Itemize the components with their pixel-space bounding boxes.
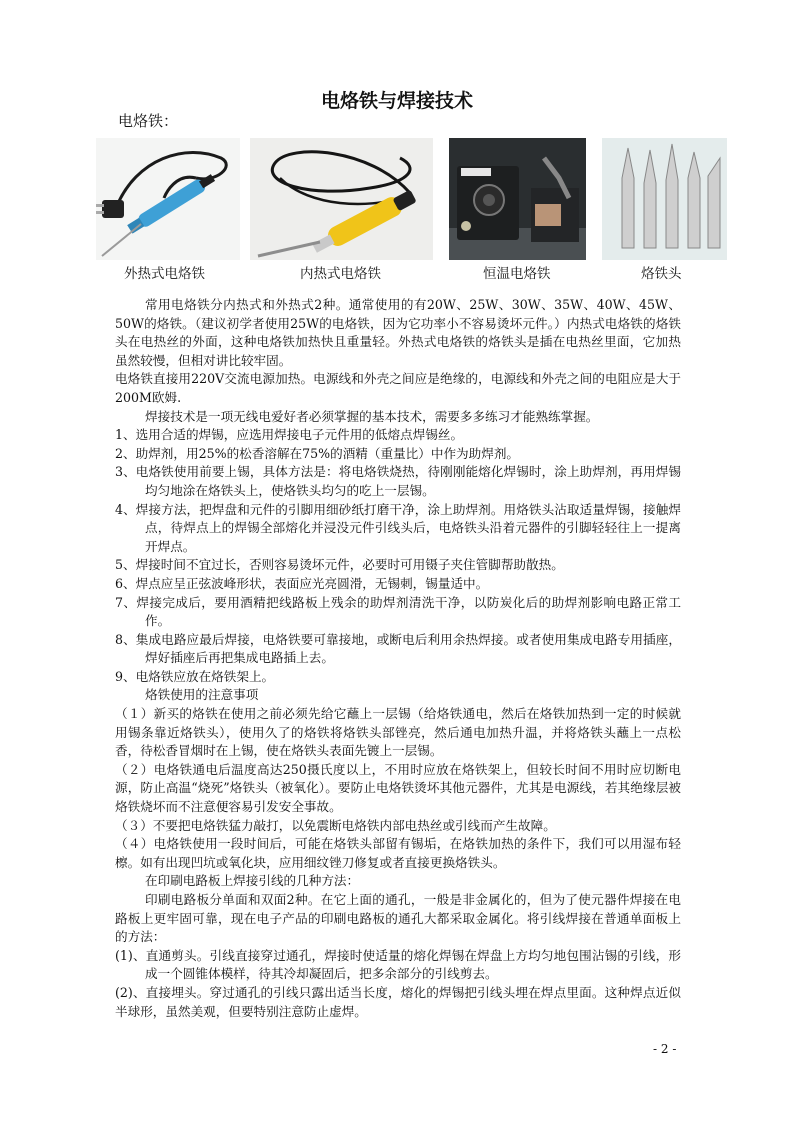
paragraph: （４）电烙铁使用一段时间后，可能在烙铁头部留有锡垢，在烙铁加热的条件下，我们可以用湿布轻檫。如有出现凹坑或氧化块，应用细纹锉刀修复或者直接更换烙铁头。 [115,836,681,870]
paragraph: 印刷电路板分单面和双面2种。在它上面的通孔，一般是非金属化的，但为了使元器件焊接在电路板上更牢固可靠，现在电子产品的印刷电路板的通孔大都采取金属化。将引线焊接在普通单面板上的方法： [115,892,681,945]
list-item: 7、焊接完成后，要用酒精把线路板上残余的助焊剂清洗干净，以防炭化后的助焊剂影响电路正常工作。 [115,594,681,629]
list-item: 8、集成电路应最后焊接，电烙铁要可靠接地，或断电后利用余热焊接。或者使用集成电路专用插座，焊好插座后再把集成电路插上去。 [115,631,681,666]
subheading: 烙铁使用的注意事项 [145,687,259,703]
figure-caption: 恒温电烙铁 [483,266,551,282]
page-number: - 2 - [653,1042,677,1056]
thermostat-iron-photo [449,138,586,260]
section-label: 电烙铁： [118,112,179,130]
list-item: 1、选用合适的焊锡，应选用焊接电子元件用的低熔点焊锡丝。 [115,427,464,443]
list-item: (2)、直接埋头。穿过通孔的引线只露出适当长度，熔化的焊锡把引线头埋在焊点里面。这种焊点近似半球形，虽然美观，但要特别注意防止虚焊。 [115,984,681,1019]
list-item: 2、助焊剂，用25%的松香溶解在75%的酒精（重量比）中作为助焊剂。 [115,445,520,461]
external-heat-iron-photo [96,138,240,260]
figure-caption: 内热式电烙铁 [300,266,381,282]
list-item: 4、焊接方法，把焊盘和元件的引脚用细砂纸打磨干净，涂上助焊剂。用烙铁头沾取适量焊锡，接触焊点，待焊点上的焊锡全部熔化并浸没元件引线头后，电烙铁头沿着元器件的引脚轻轻往上一提离开焊点。 [115,501,681,554]
iron-tips-photo [602,138,727,260]
subheading: 在印刷电路板上焊接引线的几种方法： [145,873,360,889]
paragraph: 常用电烙铁分内热式和外热式2种。通常使用的有20W、25W、30W、35W、40W、45W、50W的烙铁。（建议初学者使用25W的电烙铁，因为它功率小不容易烫坏元件。）内热式电烙铁的烙铁头在电热丝的外面，这种电烙铁加热快且重量轻。外热式电烙铁的烙铁头是插在电热丝里面，它加热虽然较慢，但相对讲比较牢固。 [115,297,681,368]
paragraph: （２）电烙铁通电后温度高达250摄氏度以上，不用时应放在烙铁架上，但较长时间不用时应切断电源，防止高温“烧死”烙铁头（被氧化）。要防止电烙铁烫坏其他元器件，尤其是电源线，若其绝缘层被烙铁烧坏而不注意便容易引发安全事故。 [115,761,681,815]
list-item: 5、焊接时间不宜过长，否则容易烫坏元件，必要时可用镊子夹住管脚帮助散热。 [115,557,564,573]
list-item: 3、电烙铁使用前要上锡，具体方法是：将电烙铁烧热，待刚刚能熔化焊锡时，涂上助焊剂，再用焊锡均匀地涂在烙铁头上，使烙铁头均匀的吃上一层锡。 [115,464,681,498]
paragraph: 电烙铁直接用220V交流电源加热。电源线和外壳之间应是绝缘的，电源线和外壳之间的电阻应是大于200M欧姆. [115,371,681,405]
figure-caption: 外热式电烙铁 [124,266,205,282]
list-item: 9、电烙铁应放在烙铁架上。 [115,668,275,684]
list-item: 6、焊点应呈正弦波峰形状，表面应光亮圆滑，无锡刺，锡量适中。 [115,575,489,591]
paragraph: （１）新买的烙铁在使用之前必须先给它蘸上一层锡（给烙铁通电，然后在烙铁加热到一定的时候就用锡条靠近烙铁头），使用久了的烙铁将烙铁头部锉亮，然后通电加热升温，并将烙铁头蘸上一点松香，待松香冒烟时在上锡，使在烙铁头表面先镀上一层锡。 [115,706,681,759]
body-text [115,296,681,1021]
internal-heat-iron-photo [250,138,433,260]
paragraph: 焊接技术是一项无线电爱好者必须掌握的基本技术，需要多多练习才能熟练掌握。 [145,408,599,424]
list-item: (1)、直通剪头。引线直接穿过通孔，焊接时使适量的熔化焊锡在焊盘上方均匀地包围沾锡的引线，形成一个圆锥体模样，待其冷却凝固后，把多余部分的引线剪去。 [115,947,681,982]
figure-caption: 烙铁头 [641,266,682,282]
page-title: 电烙铁与焊接技术 [320,90,473,112]
paragraph: （３）不要把电烙铁猛力敲打，以免震断电烙铁内部电热丝或引线而产生故障。 [115,817,556,833]
